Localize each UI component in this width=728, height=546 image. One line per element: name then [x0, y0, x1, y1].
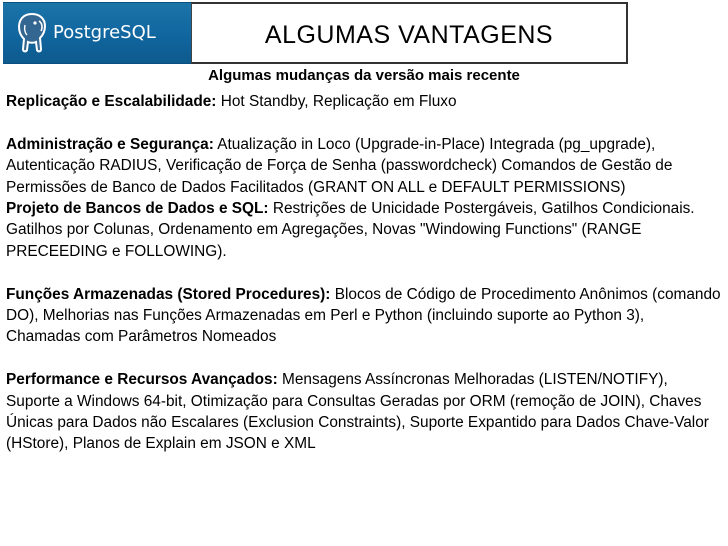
- section-database-design: [6, 198, 722, 262]
- elephant-icon: [15, 11, 49, 55]
- title-box: [191, 2, 628, 64]
- section-label: Performance e Recursos Avançados:: [6, 371, 278, 389]
- section-stored-procedures: [6, 284, 722, 348]
- section-label: Administração e Segurança:: [6, 135, 214, 153]
- section-label: Funções Armazenadas (Stored Procedures):: [6, 285, 331, 303]
- slide-subtitle: Algumas mudanças da versão mais recente: [208, 67, 520, 84]
- section-label: Projeto de Bancos de Dados e SQL:: [6, 200, 269, 218]
- section-text: Atualização in Loco (Upgrade-in-Place) Integrada (pg_upgrade), Autenticação RADIUS, Verificação de Força de Senha (passwordcheck) Comandos de Gestão de Permissões de Banco de Dados Facilitados (GRANT ON ALL e DEFAULT PERMISSIONS): [6, 135, 673, 196]
- slide-header: [0, 0, 728, 64]
- section-text: Hot Standby, Replicação em Fluxo: [216, 93, 457, 110]
- postgresql-logo: [3, 2, 191, 64]
- section-text: Mensagens Assíncronas Melhoradas (LISTEN/NOTIFY), Suporte a Windows 64-bit, Otimização para Consultas Geradas por ORM (remoção de JOIN), Chaves Únicas para Dados não Escalares (Exclusion Constraints), Suporte Expantido para Dados Chave-Valor (HStore), Planos de Explain em JSON e XML: [6, 371, 709, 453]
- section-text: Restrições de Unicidade Postergáveis, Gatilhos Condicionais. Gatilhos por Colunas, Ordenamento em Agregações, Novas "Windowing Functions" (RANGE PRECEEDING e FOLLOWING).: [6, 200, 695, 260]
- section-administration: [6, 134, 722, 198]
- slide-title: ALGUMAS VANTAGENS: [264, 21, 554, 49]
- section-text: Blocos de Código de Procedimento Anônimos (comando DO), Melhorias nas Funções Armazenadas em Perl e Python (incluindo suporte ao Python 3), Chamadas com Parâmetros Nomeados: [6, 285, 721, 346]
- section-performance: [6, 369, 722, 455]
- section-replication: [6, 91, 722, 112]
- slide-body: [6, 91, 722, 455]
- section-label: Replicação e Escalabilidade:: [6, 93, 217, 110]
- logo-wordmark: PostgreSQL: [53, 22, 156, 43]
